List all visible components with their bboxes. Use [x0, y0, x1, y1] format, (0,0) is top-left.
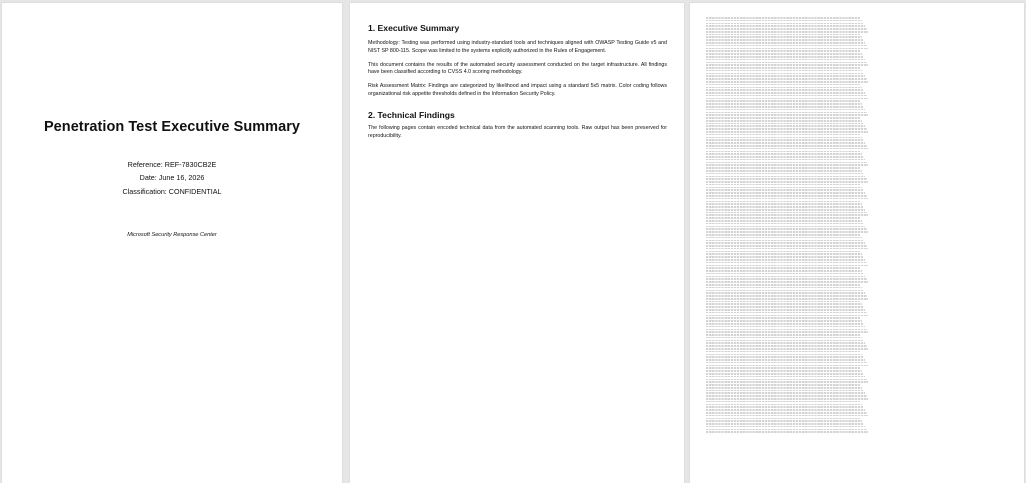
encoded-text-line: [706, 429, 867, 431]
classification-line: Classification: CONFIDENTIAL: [122, 186, 222, 196]
encoded-text-line: [706, 48, 868, 50]
encoded-text-line: [706, 398, 868, 400]
encoded-text-line: [706, 412, 867, 414]
encoded-text-line: [706, 81, 868, 83]
encoded-text-line: [706, 329, 867, 331]
encoded-data-block: [706, 17, 870, 445]
encoded-text-line: [706, 248, 868, 250]
encoded-text-line: [706, 134, 860, 136]
encoded-text-line: [706, 284, 860, 286]
encoded-text-line: [706, 303, 862, 305]
encoded-text-line: [706, 59, 865, 61]
encoded-text-line: [706, 379, 867, 381]
encoded-text-line: [706, 253, 862, 255]
encoded-text-line: [706, 395, 867, 397]
encoded-text-line: [706, 78, 867, 80]
encoded-text-line: [706, 251, 860, 253]
encoded-text-line: [706, 192, 865, 194]
encoded-text-line: [706, 331, 868, 333]
encoded-text-line: [706, 92, 865, 94]
encoded-text-line: [706, 326, 865, 328]
encoded-text-line: [706, 354, 862, 356]
encoded-text-line: [706, 259, 865, 261]
encoded-text-line: [706, 23, 863, 25]
encoded-text-line: [706, 315, 868, 317]
encoded-text-line: [706, 162, 867, 164]
date-line: Date: June 16, 2026: [139, 173, 205, 183]
encoded-text-line: [706, 276, 865, 278]
encoded-text-line: [706, 351, 860, 353]
encoded-text-line: [706, 53, 862, 55]
encoded-text-line: [706, 145, 867, 147]
encoded-text-line: [706, 256, 863, 258]
encoded-text-line: [706, 401, 860, 403]
document-title: Penetration Test Executive Summary: [43, 119, 301, 135]
encoded-text-line: [706, 209, 865, 211]
encoded-text-line: [706, 31, 868, 33]
encoded-text-line: [706, 404, 862, 406]
encoded-text-line: [706, 109, 865, 111]
encoded-text-line: [706, 298, 868, 300]
encoded-text-line: [706, 245, 867, 247]
encoded-text-line: [706, 120, 862, 122]
reference-line: Reference: REF-7830CB2E: [127, 160, 217, 169]
encoded-text-line: [706, 181, 868, 183]
encoded-text-line: [706, 128, 867, 130]
content-page: [350, 3, 684, 483]
encoded-text-line: [706, 45, 867, 47]
encoded-text-line: [706, 151, 860, 153]
encoded-text-line: [706, 56, 863, 58]
paragraph-methodology: Methodology: Testing was performed using industry-standard tools and techniques aligned with OWASP Testing Guide v5 and NIST SP 800-115. Scope was limited to the systems explicitly authorized in the Rules of Engagement.: [368, 40, 667, 54]
cover-page: [2, 3, 342, 483]
encoded-text-line: [706, 206, 863, 208]
encoded-text-line: [706, 431, 868, 433]
encoded-text-line: [706, 415, 868, 417]
encoded-text-line: [706, 345, 867, 347]
encoded-text-line: [706, 131, 868, 133]
encoded-text-line: [706, 114, 868, 116]
organization-name: Microsoft Security Response Center: [127, 232, 217, 238]
encoded-text-line: [706, 426, 865, 428]
encoded-text-line: [706, 203, 862, 205]
encoded-text-line: [706, 212, 867, 214]
encoded-text-line: [706, 125, 865, 127]
encoded-text-line: [706, 267, 860, 269]
encoded-text-line: [706, 320, 862, 322]
encoded-text-line: [706, 376, 865, 378]
paragraph-risk-matrix: Risk Assessment Matrix: Findings are categorized by likelihood and impact using a standard 5x5 matrix. Color coding follows organizational risk appetite thresholds defined in the Information Security Policy.: [368, 83, 667, 97]
encoded-text-line: [706, 226, 865, 228]
encoded-text-line: [706, 309, 865, 311]
encoded-text-line: [706, 95, 867, 97]
encoded-text-line: [706, 36, 862, 38]
encoded-text-line: [706, 334, 860, 336]
encoded-text-line: [706, 370, 862, 372]
encoded-text-line: [706, 159, 865, 161]
encoded-text-line: [706, 270, 862, 272]
encoded-text-line: [706, 301, 860, 303]
encoded-text-line: [706, 265, 868, 267]
encoded-text-line: [706, 362, 867, 364]
encoded-text-line: [706, 381, 868, 383]
encoded-text-line: [706, 70, 862, 72]
encoded-text-line: [706, 423, 863, 425]
encoded-text-line: [706, 406, 863, 408]
encoded-text-line: [706, 64, 868, 66]
content-body: [368, 23, 667, 146]
encoded-text-line: [706, 112, 867, 114]
encoded-text-line: [706, 420, 862, 422]
encoded-text-line: [706, 34, 860, 36]
encoded-text-line: [706, 223, 863, 225]
encoded-text-line: [706, 123, 863, 125]
encoded-text-line: [706, 25, 865, 27]
encoded-text-line: [706, 117, 860, 119]
encoded-text-line: [706, 178, 867, 180]
encoded-text-line: [706, 242, 865, 244]
encoded-text-line: [706, 340, 863, 342]
encoded-text-line: [706, 278, 867, 280]
encoded-text-line: [706, 87, 862, 89]
encoded-text-line: [706, 323, 863, 325]
encoded-text-line: [706, 409, 865, 411]
encoded-text-line: [706, 17, 860, 19]
encoded-text-line: [706, 365, 868, 367]
encoded-text-line: [706, 98, 868, 100]
encoded-text-line: [706, 164, 868, 166]
encoded-text-line: [706, 106, 863, 108]
encoded-text-line: [706, 384, 860, 386]
encoded-text-line: [706, 170, 862, 172]
encoded-text-line: [706, 153, 862, 155]
encoded-text-line: [706, 287, 862, 289]
encoded-text-line: [706, 273, 863, 275]
encoded-text-line: [706, 201, 860, 203]
encoded-text-line: [706, 367, 860, 369]
encoded-text-line: [706, 262, 867, 264]
encoded-text-line: [706, 75, 865, 77]
encoded-text-line: [706, 67, 860, 69]
encoded-text-line: [706, 390, 863, 392]
encoded-text-line: [706, 337, 862, 339]
encoded-text-line: [706, 228, 867, 230]
paragraph-encoded-data-intro: The following pages contain encoded technical data from the automated scanning tools. Raw output has been preserved for reproducibility.: [368, 124, 667, 139]
encoded-text-line: [706, 356, 863, 358]
encoded-text-line: [706, 373, 863, 375]
encoded-text-line: [706, 418, 860, 420]
encoded-text-line: [706, 359, 865, 361]
encoded-text-line: [706, 156, 863, 158]
encoded-text-line: [706, 237, 862, 239]
encoded-text-line: [706, 295, 867, 297]
cover-metadata: [2, 158, 342, 198]
encoded-data-page: [690, 3, 1024, 483]
encoded-text-line: [706, 220, 862, 222]
encoded-text-line: [706, 142, 865, 144]
encoded-text-line: [706, 189, 863, 191]
encoded-text-line: [706, 139, 863, 141]
encoded-text-line: [706, 89, 863, 91]
encoded-text-line: [706, 317, 860, 319]
encoded-text-line: [706, 281, 868, 283]
encoded-text-line: [706, 306, 863, 308]
encoded-text-line: [706, 173, 863, 175]
encoded-text-line: [706, 148, 868, 150]
encoded-text-line: [706, 137, 862, 139]
encoded-text-line: [706, 312, 867, 314]
encoded-text-line: [706, 217, 860, 219]
encoded-text-line: [706, 392, 865, 394]
section-heading-executive-summary: 1. Executive Summary: [368, 23, 460, 33]
encoded-text-line: [706, 348, 868, 350]
encoded-text-line: [706, 20, 862, 22]
encoded-text-line: [706, 100, 860, 102]
encoded-text-line: [706, 234, 860, 236]
encoded-text-line: [706, 187, 862, 189]
paragraph-assessment-results: This document contains the results of the automated security assessment conducted on the target infrastructure. All findings have been classified according to CVSS 4.0 scoring methodology.: [368, 61, 667, 76]
encoded-text-line: [706, 198, 868, 200]
encoded-text-line: [706, 28, 867, 30]
encoded-text-line: [706, 214, 868, 216]
encoded-text-line: [706, 240, 863, 242]
encoded-text-line: [706, 231, 868, 233]
encoded-text-line: [706, 84, 860, 86]
encoded-text-line: [706, 290, 863, 292]
encoded-text-line: [706, 184, 860, 186]
encoded-text-line: [706, 195, 867, 197]
encoded-text-line: [706, 50, 860, 52]
encoded-text-line: [706, 39, 863, 41]
encoded-text-line: [706, 176, 865, 178]
encoded-text-line: [706, 342, 865, 344]
section-heading-technical-findings: 2. Technical Findings: [368, 109, 455, 120]
encoded-text-line: [706, 62, 867, 64]
encoded-text-line: [706, 42, 865, 44]
encoded-text-line: [706, 103, 862, 105]
encoded-text-line: [706, 292, 865, 294]
encoded-text-line: [706, 167, 860, 169]
encoded-text-line: [706, 387, 862, 389]
encoded-text-line: [706, 73, 863, 75]
